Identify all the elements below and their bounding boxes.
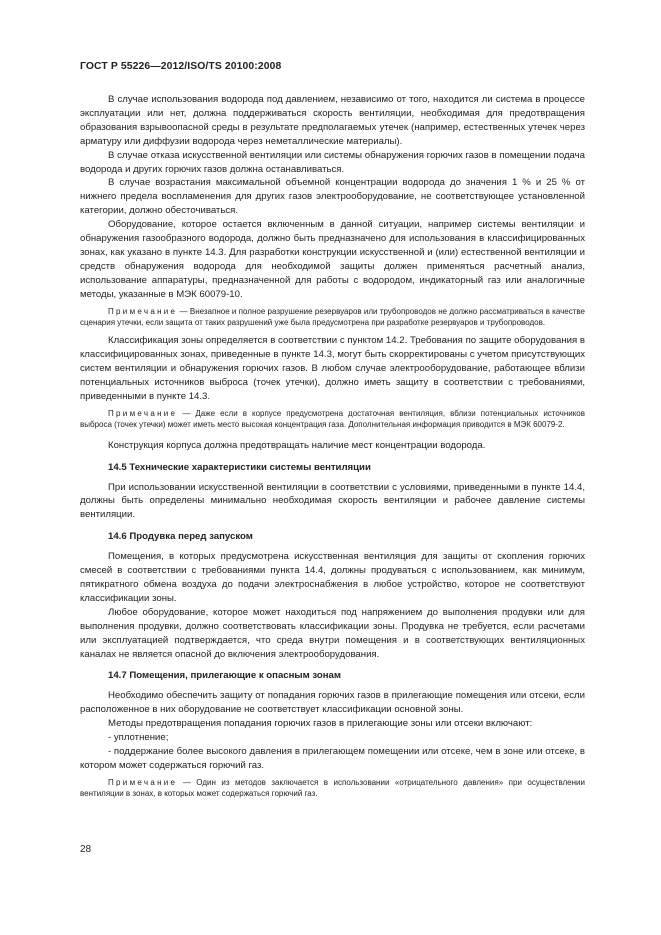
note-label: Примечание (108, 777, 178, 787)
paragraph: При использовании искусственной вентиляции в соответствии с условиями, приведенными в пункте 14.4, должны быть определены минимально необходимая скорость вентиляции и рабочее давление системы вентиляции. (80, 481, 585, 521)
section-heading: 14.5 Технические характеристики системы вентиляции (108, 461, 371, 473)
paragraph: Классификация зоны определяется в соответствии с пунктом 14.2. Требования по защите оборудования в классифицированных зонах, приведенные в пункте 14.3, могут быть скорректированы с учетом присутствующих систем вентиляции и обнаружения горючих газов. В любом случае электрооборудование, работающее вблизи потенциальных источников выброса (точек утечки), должно иметь защиту в соответствии с требованиями, приведенными в пункте 14.3. (80, 335, 585, 403)
section-heading: 14.7 Помещения, прилегающие к опасным зонам (108, 670, 341, 682)
paragraph: Любое оборудование, которое может находиться под напряжением до выполнения продувки или для выполнения продувки, должно соответствовать классификации зоны. Продувка не требуется, если расчетами или эксплуатацией подтверждается, что среда внутри помещения и в соответствующих вентиляционных каналах не является опасной до включения электрооборудования. (80, 606, 585, 660)
note-text: — Внезапное и полное разрушение резервуаров или трубопроводов не должно рассматриваться в качестве сценария утечки, если защита от таких разрушений уже была предусмотрена при разработке резервуаров и трубопроводов. (80, 306, 585, 327)
document-body (80, 93, 585, 800)
section-heading: 14.6 Продувка перед запуском (108, 531, 253, 543)
paragraph: В случае возрастания максимальной объемной концентрации водорода до значения 1 % и 25 % от нижнего предела воспламенения для других газов электрооборудование, не соответствующее установленной категории, должно обесточиваться. (80, 177, 585, 217)
note (80, 306, 585, 329)
paragraph: Необходимо обеспечить защиту от попадания горючих газов в прилегающие помещения или отсеки, если расположенное в них оборудование не соответствует классификации основной зоны. (80, 690, 585, 716)
note (80, 777, 585, 800)
paragraph: Помещения, в которых предусмотрена искусственная вентиляция для защиты от скопления горючих смесей в соответствии с требованиями пункта 14.4, должны продуваться с использованием, как минимум, пятикратного обмена воздуха до подачи электроснабжения в любое устройство, которое не соответствуют классификации зоны. (80, 551, 585, 604)
note-label: Примечание (108, 408, 178, 418)
paragraph: Конструкция корпуса должна предотвращать наличие мест концентрации водорода. (108, 439, 486, 451)
note-text: — Даже если в корпусе предусмотрена достаточная вентиляция, вблизи потенциальных источников выброса (точек утечки) может иметь место высокая концентрация газа. Дополнительная информация приводится в МЭК 60079-2. (80, 408, 585, 430)
note-label: Примечание (108, 306, 178, 316)
paragraph: Методы предотвращения попадания горючих газов в прилегающие зоны или отсеки включают: (108, 718, 533, 730)
note (80, 408, 585, 431)
note-text: — Один из методов заключается в использовании «отрицательного давления» при осуществлении вентиляции в зонах, в которых может содержаться горючий газ. (80, 777, 585, 799)
list-item: - поддержание более высокого давления в прилегающем помещении или отсеке, чем в зоне или отсеке, в котором может содержаться горючий газ. (80, 745, 585, 771)
document-header: ГОСТ Р 55226—2012/ISO/TS 20100:2008 (80, 61, 282, 72)
paragraph: Оборудование, которое остается включенным в данной ситуации, например системы вентиляции и обнаружения газообразного водорода, должно быть предназначено для использования в классифицированных зонах, как указано в пункте 14.3. Для разработки конструкции искусственной и (или) естественной вентиляции и средств обнаружения водорода для необходимой защиты должен применяться расчетный анализ, использование аппаратуры, предназначенной для работы с водородом, индикаторный газ или аналогичные методы, указанные в МЭК 60079-10. (80, 219, 585, 300)
list-item: - уплотнение; (108, 732, 169, 744)
page-number: 28 (80, 844, 92, 855)
paragraph: В случае использования водорода под давлением, независимо от того, находится ли система в процессе эксплуатации или нет, должна поддерживаться скорость вентиляции, необходимая для предотвращения образования взрывоопасной среды в результате предполагаемых утечек (например, естественных утечек через арматуру или диффузии водорода через неметаллические материалы). (80, 94, 585, 147)
paragraph: В случае отказа искусственной вентиляции или системы обнаружения горючих газов в помещении подача водорода и других горючих газов должна останавливаться. (80, 149, 585, 175)
